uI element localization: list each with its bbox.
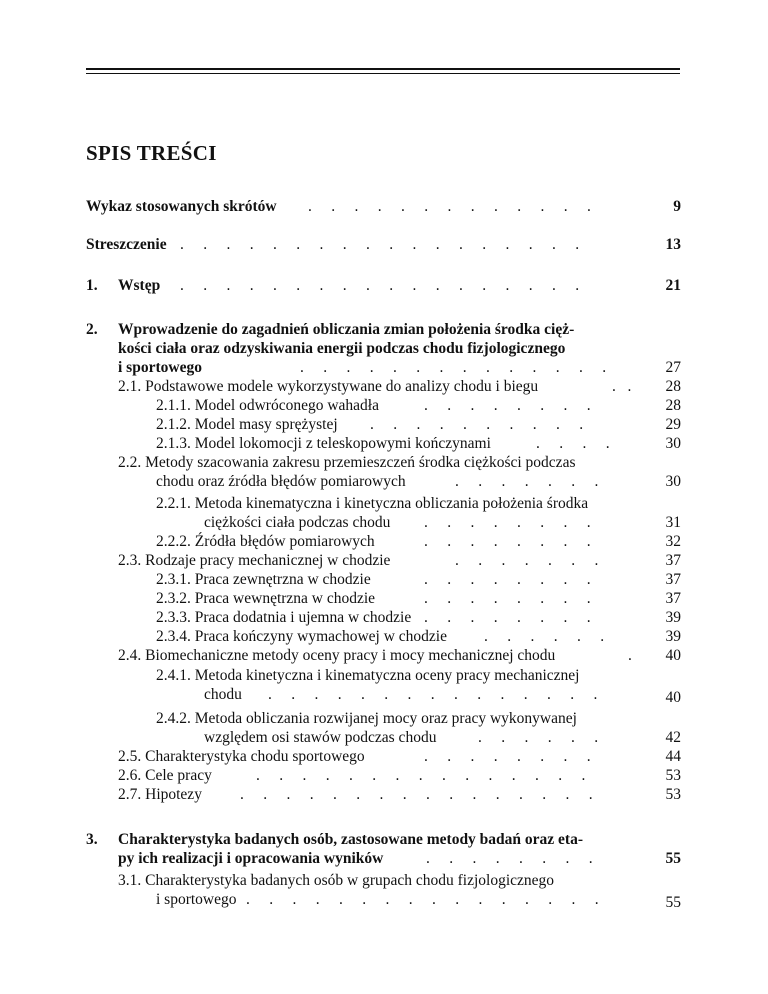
toc-entry-line: względem osi stawów podczas chodu — [204, 729, 437, 746]
dot-leader: . — [628, 647, 632, 664]
toc-entry-label: Wykaz stosowanych skrótów — [86, 198, 277, 215]
toc-entry-label: 2.3.1. Praca zewnętrzna w chodzie — [156, 571, 371, 588]
dot-leader: . . . . — [536, 435, 610, 452]
dot-leader: . . . . . . . . . . . . . . . . — [240, 786, 593, 803]
toc-entry-label: 2.1.2. Model masy sprężystej — [156, 416, 338, 433]
toc-page-number: 28 — [665, 397, 681, 414]
dot-leader: . . . . . . . . — [424, 609, 591, 626]
toc-entry-line: Wprowadzenie do zagadnień obliczania zmian położenia środka cięż- — [118, 321, 575, 338]
toc-page-number: 9 — [673, 198, 681, 215]
toc-entry-label: 2.1.3. Model lokomocji z teleskopowymi kończynami — [156, 435, 491, 452]
toc-entry-2-6[interactable] — [118, 766, 212, 785]
dot-leader: . . . . . . . . . . . . . . . — [268, 686, 598, 703]
toc-entry-2-1[interactable] — [118, 377, 538, 396]
toc-page-number: 30 — [665, 473, 681, 490]
toc-entry-wykaz[interactable] — [86, 197, 277, 216]
toc-page-number: 32 — [665, 533, 681, 550]
toc-entry-2-3-4[interactable] — [156, 627, 447, 646]
dot-leader: . . . . . . . . . . . . . . . — [256, 767, 586, 784]
dot-leader: . . . . . . . . — [424, 397, 591, 414]
toc-page-number: 30 — [665, 435, 681, 452]
dot-leader: . . . . . . . . . . . . . . . . — [246, 891, 599, 908]
dot-leader: . . . . . . . . — [424, 514, 591, 531]
toc-entry-2-1-1[interactable] — [156, 396, 379, 415]
toc-entry-2-2-2[interactable] — [156, 532, 375, 551]
toc-page-number: 53 — [665, 767, 681, 784]
toc-entry-label: 2.3. Rodzaje pracy mechanicznej w chodzie — [118, 552, 391, 569]
toc-page-number: 53 — [665, 786, 681, 803]
toc-entry-2-5[interactable] — [118, 747, 365, 766]
toc-entry-line: chodu — [204, 686, 242, 703]
toc-entry-label: 2.7. Hipotezy — [118, 786, 202, 803]
dot-leader: . . . . . . . . . . . . . . . . . . — [180, 236, 580, 253]
page-title: SPIS TREŚCI — [86, 141, 217, 165]
chapter-number: 3. — [86, 831, 98, 848]
toc-entry-line: 2.4.1. Metoda kinetyczna i kinematyczna oceny pracy mechanicznej — [156, 667, 580, 684]
toc-page-number: 37 — [665, 571, 681, 588]
toc-entry-line: ciężkości ciała podczas chodu — [204, 514, 391, 531]
dot-leader: . . . . . . . . — [424, 571, 591, 588]
toc-entry-line: 3.1. Charakterystyka badanych osób w grupach chodu fizjologicznego — [118, 872, 555, 889]
toc-entry-2-4[interactable] — [118, 646, 555, 665]
header-rule-thin — [86, 73, 680, 74]
toc-entry-line: i sportowego — [118, 359, 202, 376]
toc-entry-label: 2.1.1. Model odwróconego wahadła — [156, 397, 379, 414]
toc-page-number: 55 — [665, 850, 681, 867]
dot-leader: . . . . . . . . . . . . . . . . . . — [180, 277, 580, 294]
toc-page-number: 37 — [665, 590, 681, 607]
toc-entry-label: 2.1. Podstawowe modele wykorzystywane do analizy chodu i biegu — [118, 378, 539, 395]
toc-page-number: 39 — [665, 609, 681, 626]
toc-entry-2-1-3[interactable] — [156, 434, 491, 453]
toc-entry-label: 2.3.3. Praca dodatnia i ujemna w chodzie — [156, 609, 412, 626]
toc-page-number: 37 — [665, 552, 681, 569]
toc-page-number: 13 — [665, 236, 681, 253]
toc-entry-line: 2.2. Metody szacowania zakresu przemieszczeń środka ciężkości podczas — [118, 454, 576, 471]
toc-entry-line: 2.2.1. Metoda kinematyczna i kinetyczna obliczania położenia środka — [156, 495, 589, 512]
dot-leader: . . . . . . — [478, 729, 599, 746]
toc-page-number: 21 — [665, 277, 681, 294]
dot-leader: . . . . . . . . — [424, 590, 591, 607]
dot-leader: . . — [612, 378, 632, 395]
toc-entry-line: Charakterystyka badanych osób, zastosowane metody badań oraz eta- — [118, 831, 584, 848]
chapter-number: 2. — [86, 321, 98, 338]
dot-leader: . . . . . . . . — [426, 850, 593, 867]
toc-entry-2-7[interactable] — [118, 785, 202, 804]
toc-entry-line: 2.4.2. Metoda obliczania rozwijanej mocy oraz pracy wykonywanej — [156, 710, 577, 727]
dot-leader: . . . . . . . . . . . . . — [308, 198, 591, 215]
toc-entry-label: 2.3.2. Praca wewnętrzna w chodzie — [156, 590, 376, 607]
toc-entry-line: chodu oraz źródła błędów pomiarowych — [156, 473, 406, 490]
toc-entry-line: py ich realizacji i opracowania wyników — [118, 850, 384, 867]
toc-entry-label: 2.4. Biomechaniczne metody oceny pracy i mocy mechanicznej chodu — [118, 647, 556, 664]
toc-page-number: 29 — [665, 416, 681, 433]
toc-entry-2-1-2[interactable] — [156, 415, 338, 434]
toc-entry-label: 2.2.2. Źródła błędów pomiarowych — [156, 533, 375, 550]
dot-leader: . . . . . . . . — [424, 748, 591, 765]
toc-page-number: 40 — [665, 689, 681, 706]
toc-entry-2-3[interactable] — [118, 551, 390, 570]
toc-entry-label: Streszczenie — [86, 236, 167, 253]
toc-page-number: 27 — [665, 359, 681, 376]
toc-page-number: 55 — [665, 894, 681, 911]
toc-entry-2-3-3[interactable] — [156, 608, 411, 627]
toc-page-number: 31 — [665, 514, 681, 531]
toc-page-number: 44 — [665, 748, 681, 765]
chapter-number: 1. — [86, 277, 98, 294]
toc-entry-line: i sportowego — [156, 891, 237, 908]
toc-entry-2-3-1[interactable] — [156, 570, 371, 589]
toc-entry-streszczenie[interactable] — [86, 235, 167, 254]
dot-leader: . . . . . . . . . . — [370, 416, 584, 433]
toc-entry-line: kości ciała oraz odzyskiwania energii podczas chodu fizjologicznego — [118, 340, 566, 357]
toc-entry-label: 2.5. Charakterystyka chodu sportowego — [118, 748, 365, 765]
toc-entry-label: 2.3.4. Praca kończyny wymachowej w chodzie — [156, 628, 447, 645]
toc-page-number: 40 — [665, 647, 681, 664]
toc-page-number: 39 — [665, 628, 681, 645]
toc-entry-label: 2.6. Cele pracy — [118, 767, 212, 784]
toc-entry-label: Wstęp — [118, 277, 161, 294]
dot-leader: . . . . . . . — [455, 552, 599, 569]
toc-entry-2-3-2[interactable] — [156, 589, 375, 608]
dot-leader: . . . . . . — [484, 628, 605, 645]
toc-page-number: 28 — [665, 378, 681, 395]
toc-entry-wstep[interactable] — [118, 276, 160, 295]
dot-leader: . . . . . . . . — [424, 533, 591, 550]
dot-leader: . . . . . . . — [455, 473, 599, 490]
toc-page-number: 42 — [665, 729, 681, 746]
header-rule-thick — [86, 68, 680, 70]
dot-leader: . . . . . . . . . . . . . . — [300, 359, 607, 376]
